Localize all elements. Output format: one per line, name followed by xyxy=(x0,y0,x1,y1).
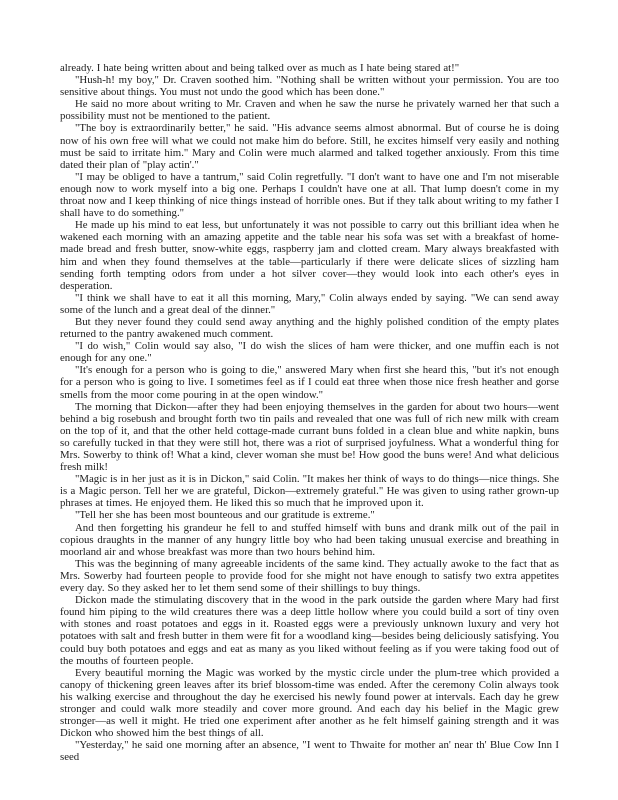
paragraph: And then forgetting his grandeur he fell to and stuffed himself with buns and drank milk out of the pail in copious draughts in the manner of any hungry little boy who had been taking unusual exercise and breathing in moorland air and whose breakfast was more than two hours behind him. xyxy=(60,521,559,558)
paragraph: "Hush-h! my boy," Dr. Craven soothed him. "Nothing shall be written without your permission. You are too sensitive about things. You must not undo the good which has been done." xyxy=(60,74,559,99)
paragraph: "It's enough for a person who is going to die," answered Mary when first she heard this, "but it's not enough for a person who is going to live. I sometimes feel as if I could eat three when those nice fresh heather and gorse smells from the moor come pouring in at the open window." xyxy=(60,364,559,401)
paragraph: But they never found they could send away anything and the highly polished condition of the empty plates returned to the pantry awakened much comment. xyxy=(60,315,559,341)
paragraph: "Tell her she has been most bounteous and our gratitude is extreme." xyxy=(75,509,375,522)
paragraph: "Yesterday," he said one morning after an absence, "I went to Thwaite for mother an' near th' Blue Cow Inn I seed xyxy=(60,739,559,764)
paragraph: "I do wish," Colin would say also, "I do wish the slices of ham were thicker, and one muffin each is not enough for any one." xyxy=(60,340,559,365)
paragraph: "The boy is extraordinarily better," he said. "His advance seems almost abnormal. But of course he is doing now of his own free will what we could not make him do before. Still, he excites himself very easily and nothing must be said to irritate him." Mary and Colin were much alarmed and talked together anxiously. From this time dated their plan of "play actin'." xyxy=(60,122,559,171)
paragraph: He made up his mind to eat less, but unfortunately it was not possible to carry out this brilliant idea when he wakened each morning with an amazing appetite and the table near his sofa was set with a breakfast of home-made bread and fresh butter, snow-white eggs, raspberry jam and clotted cream. Mary always breakfasted with him and when they found themselves at the table—particularly if there were delicate slices of sizzling ham sending forth tempting odors from under a hot silver cover—they would look into each other's eyes in desperation. xyxy=(60,219,559,292)
paragraph: "Magic is in her just as it is in Dickon," said Colin. "It makes her think of ways to do things—nice things. She is a Magic person. Tell her we are grateful, Dickon—extremely grateful." He was given to using rather grown-up phrases at times. He enjoyed them. He liked this so much that he improved upon it. xyxy=(60,473,559,510)
paragraph: already. I hate being written about and being talked over as much as I hate being stared at!" xyxy=(60,62,460,74)
paragraph: Every beautiful morning the Magic was worked by the mystic circle under the plum-tree which provided a canopy of thickening green leaves after its brief blossom-time was ended. After the ceremony Colin always took his walking exercise and throughout the day he exercised his newly found power at intervals. Each day he grew stronger and could walk more steadily and cover more ground. And each day his belief in the Magic grew stronger—as well it might. He tried one experiment after another as he felt himself gaining strength and it was Dickon who showed him the best things of all. xyxy=(60,666,559,740)
paragraph: Dickon made the stimulating discovery that in the wood in the park outside the garden where Mary had first found him piping to the wild creatures there was a deep little hollow where you could build a sort of tiny oven with stones and roast potatoes and eggs in it. Roasted eggs were a previously unknown luxury and very hot potatoes with salt and fresh butter in them were fit for a woodland king—besides being deliciously satisfying. You could buy both potatoes and eggs and eat as many as you liked without feeling as if you were taking food out of the mouths of fourteen people. xyxy=(60,594,559,667)
paragraph: "I think we shall have to eat it all this morning, Mary," Colin always ended by saying. "We can send away some of the lunch and a great deal of the dinner." xyxy=(60,291,559,316)
paragraph: "I may be obliged to have a tantrum," said Colin regretfully. "I don't want to have one and I'm not miserable enough now to work myself into a big one. Perhaps I couldn't have one at all. That lump doesn't come in my throat now and I keep thinking of nice things instead of horrible ones. But if they talk about writing to my father I shall have to do something." xyxy=(60,170,559,220)
paragraph: The morning that Dickon—after they had been enjoying themselves in the garden for about two hours—went behind a big rosebush and brought forth two tin pails and revealed that one was full of rich new milk with cream on the top of it, and that the other held cottage-made currant buns folded in a clean blue and white napkin, buns so carefully tucked in that they were still hot, there was a riot of surprised joyfulness. What a wonderful thing for Mrs. Sowerby to think of! What a kind, clever woman she must be! How good the buns were! And what delicious fresh milk! xyxy=(60,400,559,474)
paragraph: This was the beginning of many agreeable incidents of the same kind. They actually awoke to the fact that as Mrs. Sowerby had fourteen people to provide food for she might not have enough to satisfy two extra appetites every day. So they asked her to let them send some of their shillings to buy things. xyxy=(60,557,559,595)
paragraph: He said no more about writing to Mr. Craven and when he saw the nurse he privately warned her that such a possibility must not be mentioned to the patient. xyxy=(60,98,559,123)
